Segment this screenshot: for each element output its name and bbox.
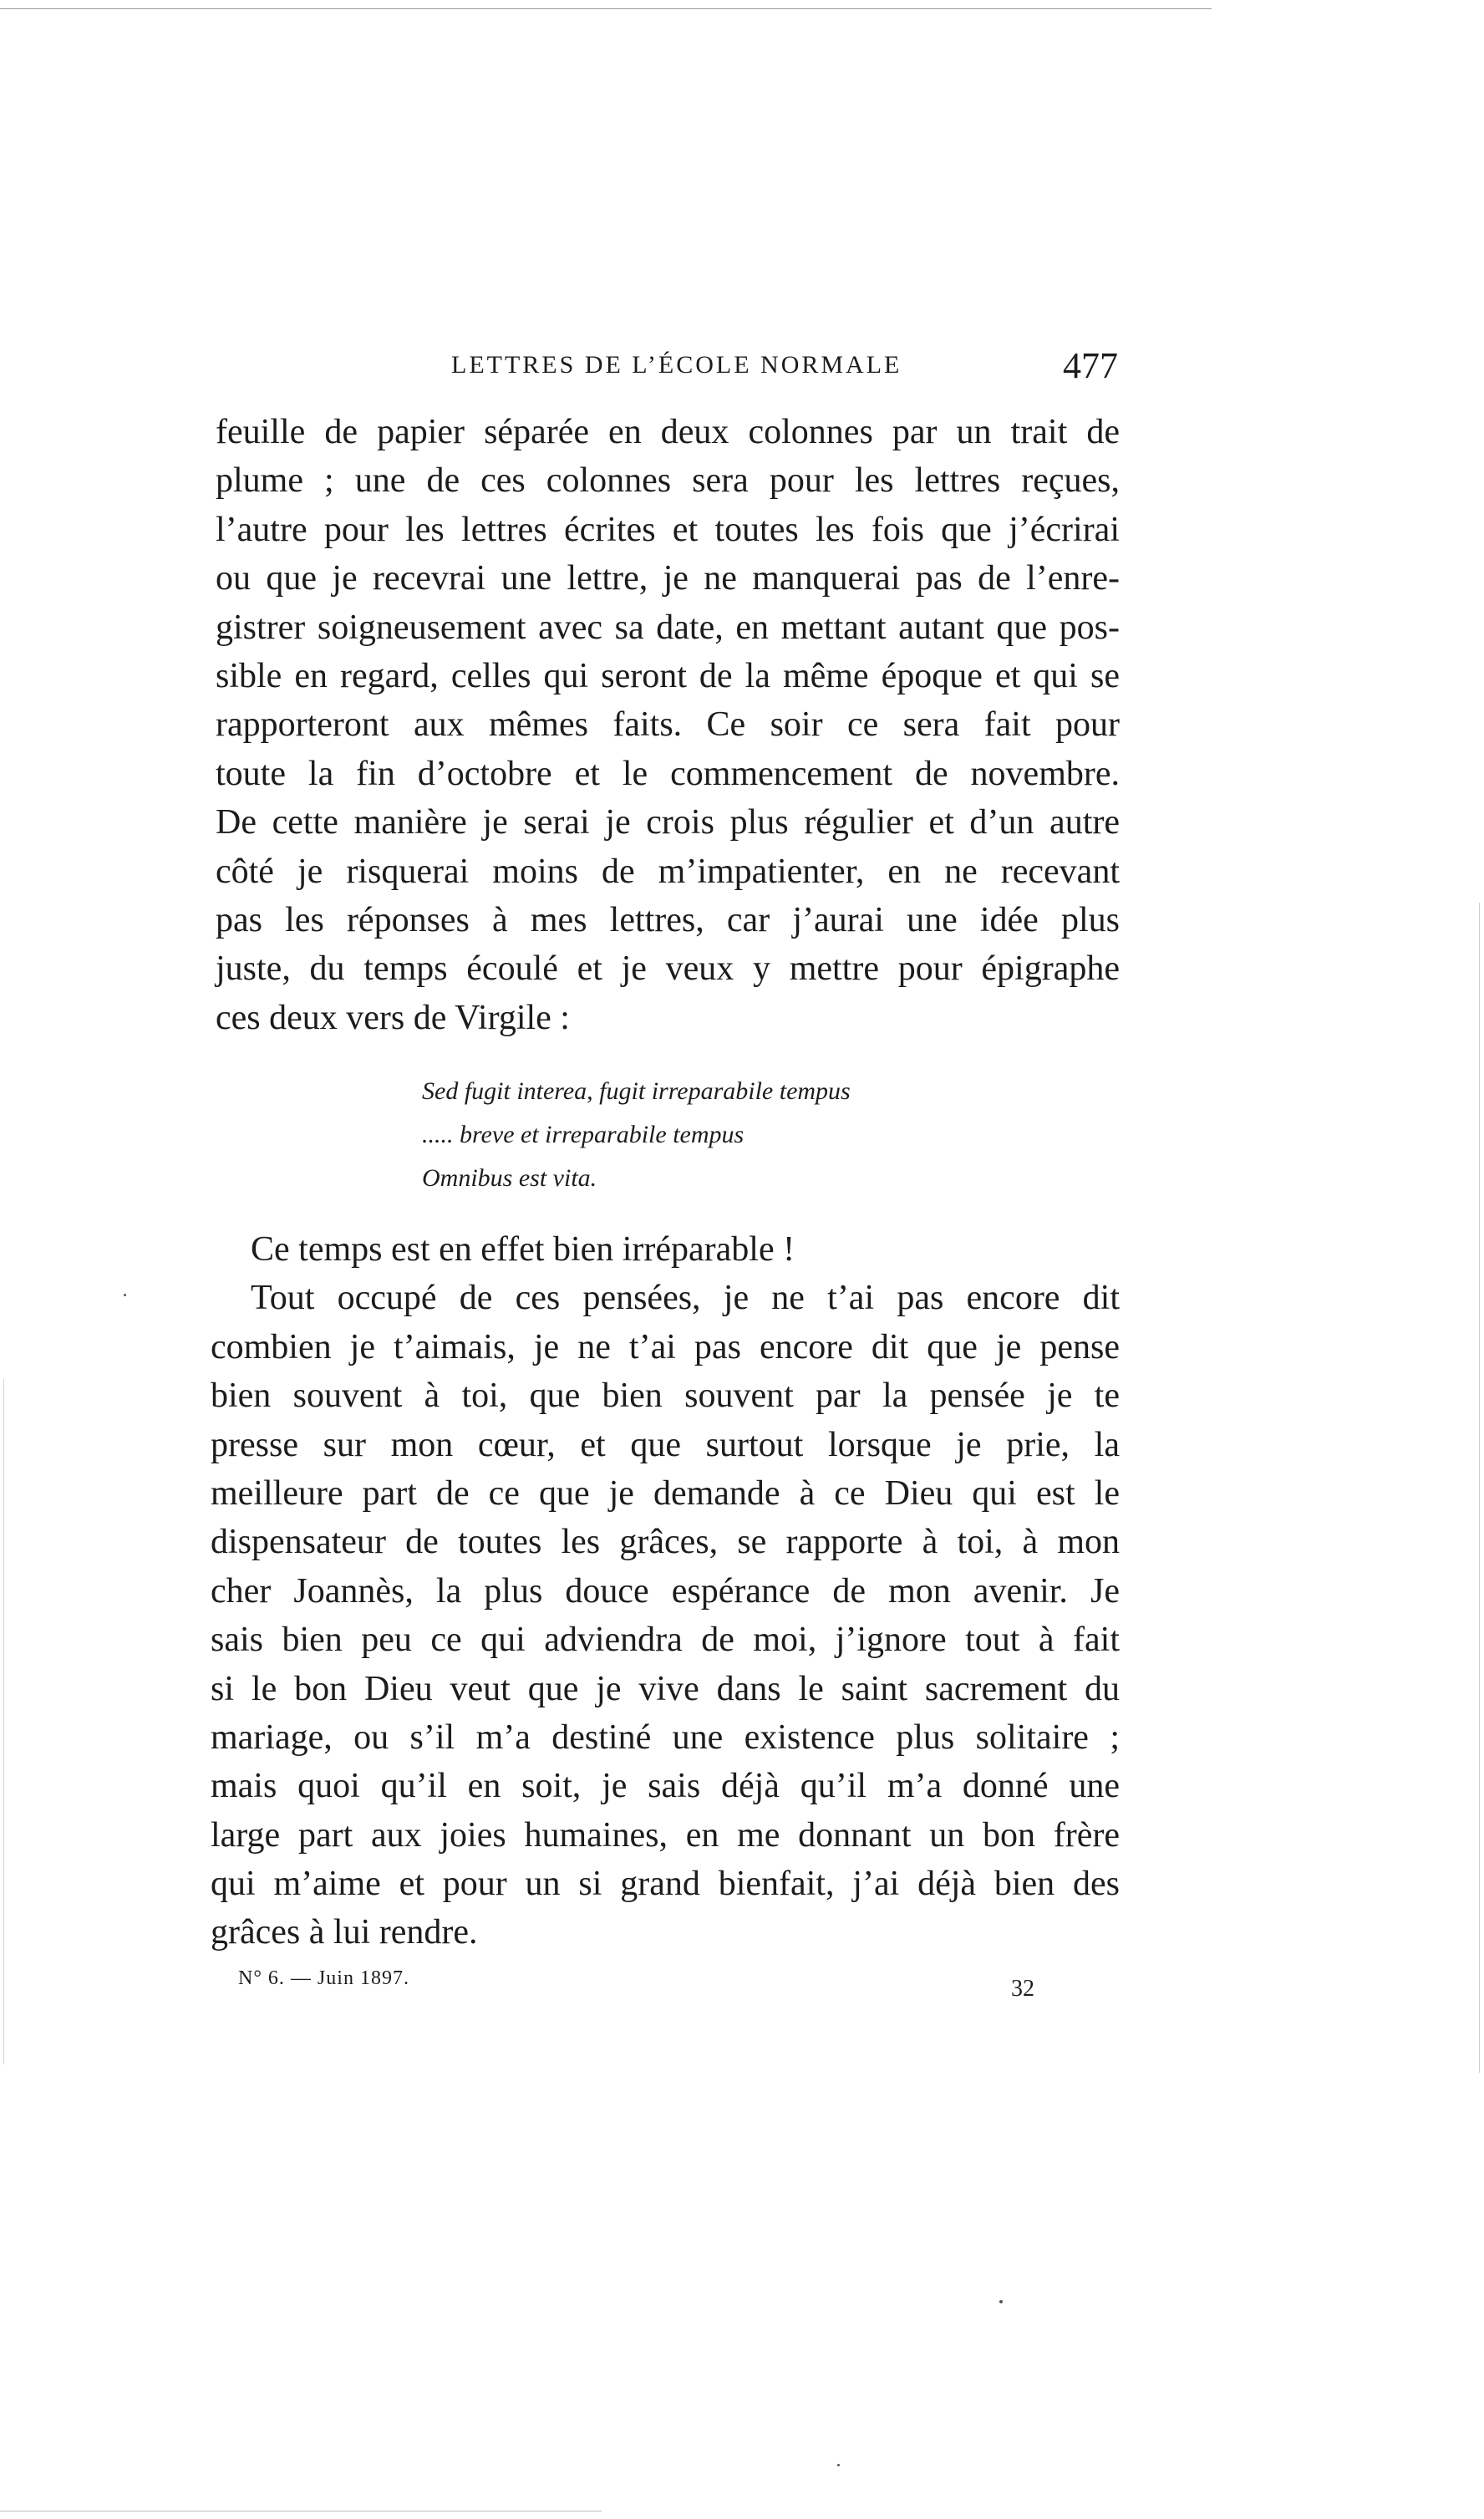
text-line: ces deux vers de Virgile : (216, 998, 570, 1037)
paragraph-2-3 (211, 1225, 1120, 1957)
text-line: grâces à lui rendre. (211, 1913, 478, 1952)
text-line: mais quoi qu’il en soit, je sais déjà qu’il m’a donné une (211, 1767, 1120, 1806)
text-line: De cette manière je serai je crois plus régulier et d’un autre (216, 803, 1120, 842)
text-line: bien souvent à toi, que bien souvent par la pensée je te (211, 1377, 1120, 1416)
page-header (409, 344, 1128, 403)
latin-epigraph (422, 1070, 851, 1200)
text-line: l’autre pour les lettres écrites et toutes les fois que j’écrirai (216, 510, 1120, 549)
text-line: sais bien peu ce qui adviendra de moi, j’ignore tout à fait (211, 1621, 1120, 1660)
text-line: pas les réponses à mes lettres, car j’aurai une idée plus (216, 900, 1120, 939)
text-line: rapporteront aux mêmes faits. Ce soir ce sera fait pour (216, 705, 1120, 745)
epigraph-line: Sed fugit interea, fugit irreparabile tempus (422, 1077, 851, 1105)
text-line: ou que je recevrai une lettre, je ne manquerai pas de l’enre- (216, 559, 1120, 598)
paragraph-1 (216, 408, 1120, 1042)
text-line: toute la fin d’octobre et le commencement de novembre. (216, 754, 1120, 793)
page-number: 477 (1063, 345, 1118, 386)
scan-speck (124, 1294, 126, 1296)
scan-edge-top (0, 8, 1212, 9)
page-footer (238, 1967, 1074, 2018)
text-line: gistrer soigneusement avec sa date, en mettant autant que pos- (216, 608, 1120, 647)
text-line: large part aux joies humaines, en me donnant un bon frère (211, 1815, 1120, 1855)
text-line: plume ; une de ces colonnes sera pour les lettres reçues, (216, 461, 1120, 501)
text-line: côté je risquerai moins de m’impatienter, en ne recevant (216, 852, 1120, 891)
text-line: meilleure part de ce que je demande à ce Dieu qui est le (211, 1473, 1120, 1513)
text-line: dispensateur de toutes les grâces, se rapporte à toi, à mon (211, 1523, 1120, 1562)
signature-mark: 32 (1011, 1976, 1034, 2002)
epigraph-line: ..... breve et irreparabile tempus (422, 1121, 745, 1148)
text-line: mariage, ou s’il m’a destiné une existence plus solitaire ; (211, 1718, 1120, 1757)
text-line: Ce temps est en effet bien irréparable ! (251, 1230, 795, 1269)
scan-speck (999, 2300, 1003, 2303)
text-line: si le bon Dieu veut que je vive dans le saint sacrement du (211, 1669, 1120, 1708)
text-line: Tout occupé de ces pensées, je ne t’ai pas encore dit (251, 1279, 1120, 1318)
running-head: LETTRES DE L’ÉCOLE NORMALE (451, 351, 902, 379)
scan-edge-right (1479, 903, 1480, 2073)
scan-speck (837, 2464, 840, 2466)
scan-edge-left (3, 1379, 4, 2064)
epigraph-line: Omnibus est vita. (422, 1164, 597, 1192)
text-line: juste, du temps écoulé et je veux y mettre pour épigraphe (216, 949, 1120, 989)
text-line: qui m’aime et pour un si grand bienfait, j’ai déjà bien des (211, 1865, 1120, 1904)
text-line: combien je t’aimais, je ne t’ai pas encore dit que je pense (211, 1327, 1120, 1366)
text-line: feuille de papier séparée en deux colonnes par un trait de (216, 413, 1120, 451)
issue-line: N° 6. — Juin 1897. (238, 1967, 409, 1989)
text-line: cher Joannès, la plus douce espérance de mon avenir. Je (211, 1571, 1120, 1611)
text-line: presse sur mon cœur, et que surtout lorsque je prie, la (211, 1425, 1120, 1464)
text-line: sible en regard, celles qui seront de la même époque et qui se (216, 656, 1120, 695)
